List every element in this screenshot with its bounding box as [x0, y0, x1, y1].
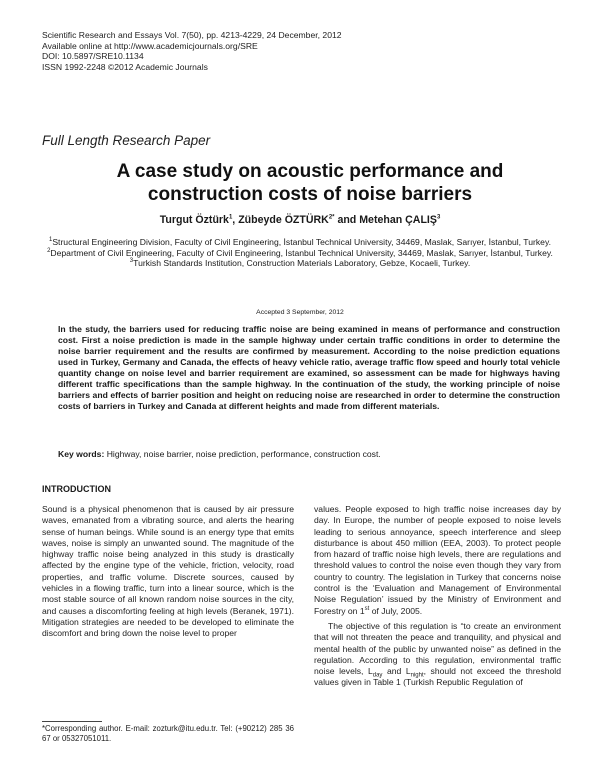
author-separator: and [334, 214, 360, 226]
subscript: night [410, 672, 424, 679]
affiliation-text: Structural Engineering Division, Faculty of Civil Engineering, İstanbul Technical University, 34469, Maslak, Sarıyer, İstanbul, Turkey. [52, 237, 551, 247]
author-1-affil: 1 [228, 214, 233, 221]
body-column-right [314, 504, 561, 689]
title-line-1: A case study on acoustic performance and [116, 161, 504, 182]
section-heading-introduction: INTRODUCTION [42, 484, 111, 494]
affiliation-3 [40, 258, 560, 269]
author-1: Turgut Öztürk [159, 214, 229, 226]
paper-title [60, 160, 560, 206]
keywords [58, 449, 560, 459]
corresponding-author-footnote: *Corresponding author. E-mail: zozturk@itu.edu.tr. Tel: (+90212) 285 36 67 or 05327051011. [42, 724, 294, 744]
affiliation-number: 3 [129, 258, 134, 265]
paragraph-text: , should not exceed the threshold values given in Table 1 (Turkish Republic Regulation of [314, 666, 561, 688]
footnote-divider [42, 721, 102, 722]
affiliation-text: Department of Civil Engineering, Faculty of Civil Engineering, İstanbul Technical University, 34469, Maslak, Sarıyer, İstanbul, Turkey. [50, 247, 553, 258]
abstract: In the study, the barriers used for reducing traffic noise are being examined in means of performance and construction cost. First a noise prediction is made in the sample highway under certain traffic conditions in order to determine the noise barrier requirement and the results are confirmed by measurement. According to the noise prediction equations used in Turkey, Germany and Canada, the effects of heavy vehicle ratio, average traffic flow speed and hourly total vehicle quantity change on noise level and barrier requirement are examined, so assessment can be made for highways having different traffic specifications than the sample highway. In the continuation of the study, the working principle of noise barriers and effects of barrier position and height on reducing noise are researched in order to determine the construction costs of barriers in Turkey and Canada at different heights and made from different materials. [58, 324, 560, 411]
journal-header [42, 30, 342, 72]
author-3-affil: 3 [436, 214, 441, 221]
title-line-2: construction costs of noise barriers [147, 184, 473, 205]
online-availability: Available online at http://www.academicjournals.org/SRE [42, 40, 258, 51]
affiliation-number: 1 [48, 237, 53, 244]
author-2: Zübeyde ÖZTÜRK [238, 214, 329, 226]
subscript: day [372, 672, 383, 679]
issn: ISSN 1992-2248 ©2012 Academic Journals [42, 61, 208, 72]
author-2-affil: 2* [328, 214, 335, 221]
paper-type: Full Length Research Paper [42, 133, 211, 148]
affiliation-2 [40, 248, 560, 259]
keywords-text: Highway, noise barrier, noise prediction, performance, construction cost. [104, 449, 381, 459]
paragraph [314, 504, 561, 617]
paragraph-text: The objective of this regulation is “to create an environment that will not threaten the peace and tranquility, and physical and mental health of the public by unwanted noise” as defined in the regulation. According to this regulation, environmental traffic noise levels, L [314, 620, 561, 677]
author-separator: , [232, 214, 239, 226]
keywords-label: Key words: [58, 449, 105, 459]
affiliation-number: 2 [47, 247, 51, 254]
paragraph [314, 621, 561, 689]
author-list [40, 214, 560, 226]
affiliations [40, 237, 560, 269]
journal-citation: Scientific Research and Essays Vol. 7(50), pp. 4213-4229, 24 December, 2012 [42, 30, 342, 40]
paragraph-text: of July, 2005. [369, 605, 423, 616]
accepted-date: Accepted 3 September, 2012 [256, 309, 344, 316]
affiliation-1 [40, 237, 560, 248]
affiliation-text: Turkish Standards Institution, Construction Materials Laboratory, Gebze, Kocaeli, Turkey. [133, 258, 471, 269]
paragraph: Sound is a physical phenomenon that is caused by air pressure waves, emanated from a vibrating source, and alerts the hearing sense of human beings. While sound is an energy type that emits waves, noise is simply an unwanted sound. The magnitude of the highway traffic noise being analyzed in this study is drastically affected by the engine type of the vehicle, friction, velocity, road properties, and traffic volume. Discrete sources, caused by vehicles in a flowing traffic, turn into a linear source, which is the most stable source of all known random noise sources in the city, and causes a discomforting feeling at high levels (Beranek, 1971). Mitigation strategies are needed to be developed to eliminate the discomfort and bring down the noise level to proper [42, 504, 294, 639]
paragraph-text: and L [382, 666, 411, 677]
ordinal-suffix: st [364, 605, 370, 612]
author-3: Metehan ÇALIŞ [359, 214, 437, 226]
paragraph-text: values. People exposed to high traffic noise increases day by day. In Europe, the number of people exposed to noise levels leading to serious annoyance, speech interference and sleep disturbance is about 450 million (EEA, 2003). To protect people from hazard of traffic noise high levels, there are regulations and threshold values to control the noise even though they vary from country to country. The legislation in Turkey that concerns noise control is the ‘Evaluation and Management of Environmental Noise Regulation’ issued by the Ministry of Environment and Forestry on 1 [314, 504, 561, 616]
doi: DOI: 10.5897/SRE10.1134 [42, 51, 144, 62]
body-column-left [42, 504, 294, 640]
